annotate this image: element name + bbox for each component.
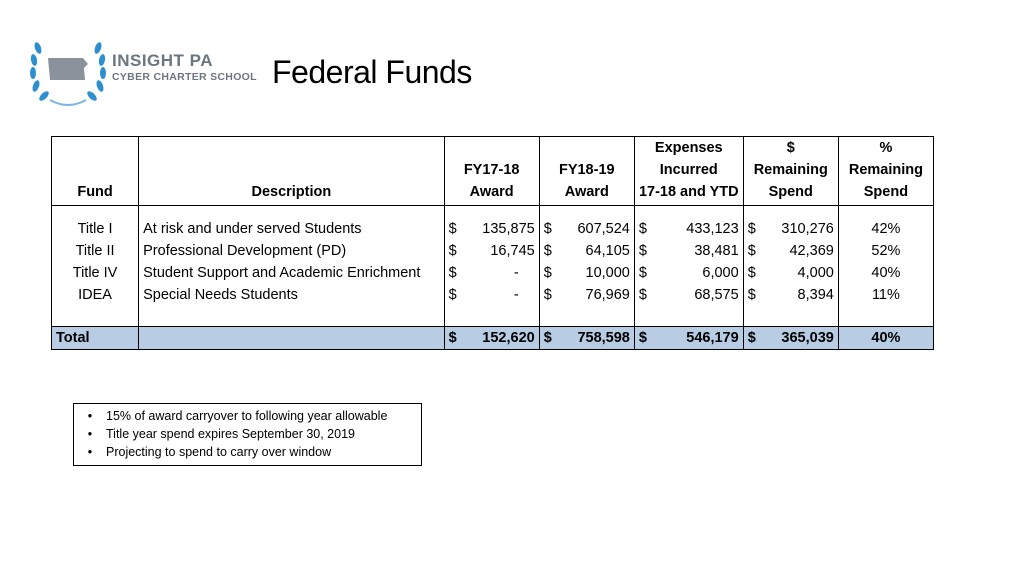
notes-box — [73, 403, 422, 466]
remaining-cell: $ 4,000 — [743, 262, 838, 284]
fy18-award-cell: $ 10,000 — [539, 262, 634, 284]
table-row — [52, 240, 934, 262]
header-pct-remaining: % Remaining Spend — [838, 137, 933, 206]
list-item: • 15% of award carryover to following year allowable — [87, 409, 388, 423]
remaining-cell: $ 42,369 — [743, 240, 838, 262]
expenses-cell: $ 6,000 — [634, 262, 743, 284]
remaining-cell: $ 8,394 — [743, 284, 838, 306]
fy17-award-cell: $ - — [444, 284, 539, 306]
pct-cell: 11% — [838, 284, 933, 306]
fund-cell: Title IV — [52, 262, 139, 284]
pct-cell: 52% — [838, 240, 933, 262]
header-remaining-spend: $ Remaining Spend — [743, 137, 838, 206]
fy17-award-cell: $ 135,875 — [444, 218, 539, 240]
header-fy17-award: FY17-18 Award — [444, 137, 539, 206]
total-remaining: $ 365,039 — [743, 327, 838, 350]
logo-text — [112, 52, 257, 84]
fund-cell: Title I — [52, 218, 139, 240]
list-item: • Title year spend expires September 30, 2019 — [87, 427, 355, 441]
description-cell: Student Support and Academic Enrichment — [139, 262, 444, 284]
list-item: • Projecting to spend to carry over window — [87, 445, 332, 459]
pct-cell: 40% — [838, 262, 933, 284]
description-cell: Special Needs Students — [139, 284, 444, 306]
logo-name: INSIGHT PA — [112, 51, 214, 70]
total-row — [52, 327, 934, 350]
expenses-cell: $ 38,481 — [634, 240, 743, 262]
federal-funds-table — [51, 136, 934, 350]
total-fy17-award: $ 152,620 — [444, 327, 539, 350]
header-fy18-award: FY18-19 Award — [539, 137, 634, 206]
pct-cell: 42% — [838, 218, 933, 240]
page-title: Federal Funds — [272, 54, 472, 90]
remaining-cell: $ 310,276 — [743, 218, 838, 240]
total-pct: 40% — [838, 327, 933, 350]
total-fy18-award: $ 758,598 — [539, 327, 634, 350]
total-description-cell — [139, 327, 444, 350]
fund-cell: IDEA — [52, 284, 139, 306]
table-row — [52, 262, 934, 284]
table-row — [52, 218, 934, 240]
description-cell: Professional Development (PD) — [139, 240, 444, 262]
total-label: Total — [52, 327, 139, 350]
table-row — [52, 284, 934, 306]
fy18-award-cell: $ 607,524 — [539, 218, 634, 240]
fy17-award-cell: $ - — [444, 262, 539, 284]
school-logo — [28, 38, 258, 110]
fy17-award-cell: $ 16,745 — [444, 240, 539, 262]
laurel-wreath-icon — [28, 38, 108, 110]
expenses-cell: $ 433,123 — [634, 218, 743, 240]
fy18-award-cell: $ 76,969 — [539, 284, 634, 306]
notes-list — [74, 407, 421, 461]
logo-subtitle: CYBER CHARTER SCHOOL — [112, 71, 257, 83]
header-expenses: Expenses Incurred 17-18 and YTD — [634, 137, 743, 206]
table-header-row — [52, 137, 934, 206]
header-fund: Fund — [52, 137, 139, 206]
fund-cell: Title II — [52, 240, 139, 262]
description-cell: At risk and under served Students — [139, 218, 444, 240]
expenses-cell: $ 68,575 — [634, 284, 743, 306]
fy18-award-cell: $ 64,105 — [539, 240, 634, 262]
header-description: Description — [139, 137, 444, 206]
total-expenses: $ 546,179 — [634, 327, 743, 350]
